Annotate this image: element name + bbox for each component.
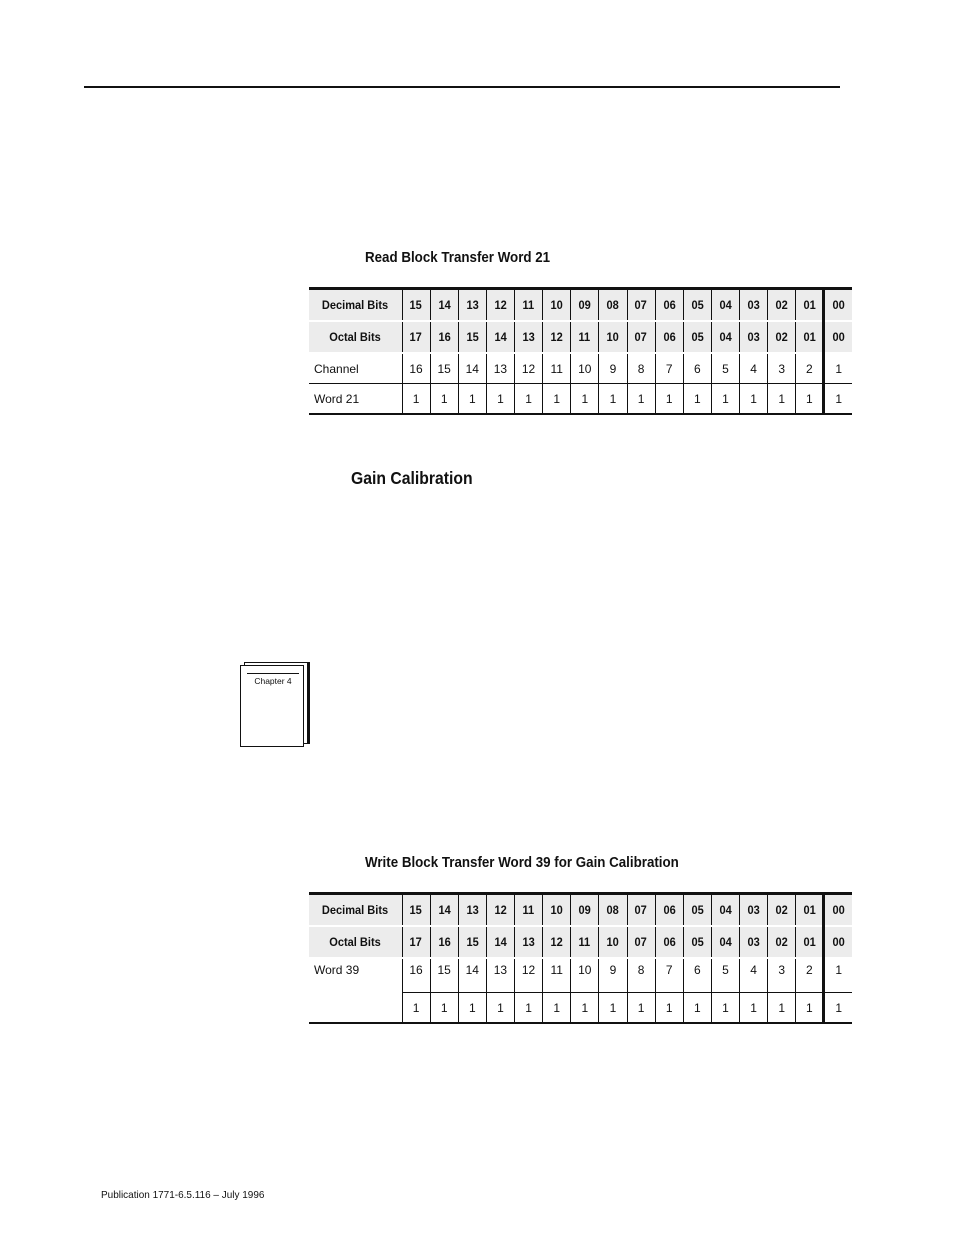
- decimal-bit-5: 10: [543, 894, 571, 927]
- decimal-bits-row: [309, 289, 852, 322]
- channel-number-6: 10: [571, 353, 599, 384]
- word-21-bit-8: 1: [627, 384, 655, 415]
- octal-bit-0: 17: [402, 926, 430, 958]
- word-39-channel-1: 15: [430, 958, 458, 993]
- octal-bit-12: 03: [740, 321, 768, 353]
- word-39-channel-11: 5: [711, 958, 739, 993]
- word-39-bit-0: 1: [402, 993, 430, 1024]
- channel-number-9: 7: [655, 353, 683, 384]
- word-39-bit-4: 1: [515, 993, 543, 1024]
- octal-bit-7: 10: [599, 926, 627, 958]
- word-39-channel-12: 4: [740, 958, 768, 993]
- word-39-channel-15: 1: [824, 958, 852, 993]
- decimal-bit-9: 06: [655, 894, 683, 927]
- word-39-channel-2: 14: [458, 958, 486, 993]
- decimal-bit-11: 04: [711, 289, 739, 322]
- channel-number-8: 8: [627, 353, 655, 384]
- word-39-label-continued: [309, 993, 402, 1024]
- word-21-bit-7: 1: [599, 384, 627, 415]
- octal-bit-6: 11: [571, 321, 599, 353]
- decimal-bit-12: 03: [740, 289, 768, 322]
- octal-bit-8: 07: [627, 321, 655, 353]
- decimal-bit-12: 03: [740, 894, 768, 927]
- octal-bits-label: Octal Bits: [309, 321, 402, 353]
- decimal-bit-8: 07: [627, 894, 655, 927]
- word-21-row: [309, 384, 852, 415]
- decimal-bit-14: 01: [796, 289, 824, 322]
- read-block-transfer-table: [309, 287, 852, 415]
- channel-number-13: 3: [768, 353, 796, 384]
- header-rule: [84, 86, 840, 88]
- octal-bit-3: 14: [486, 926, 514, 958]
- octal-bit-14: 01: [796, 926, 824, 958]
- word-39-bit-9: 1: [655, 993, 683, 1024]
- chapter-reference-book-icon: [240, 665, 302, 745]
- decimal-bit-5: 10: [543, 289, 571, 322]
- octal-bit-4: 13: [515, 926, 543, 958]
- channel-number-1: 15: [430, 353, 458, 384]
- decimal-bit-3: 12: [486, 894, 514, 927]
- word-21-bit-4: 1: [515, 384, 543, 415]
- decimal-bit-4: 11: [515, 894, 543, 927]
- gain-calibration-heading: Gain Calibration: [351, 468, 473, 488]
- octal-bit-6: 11: [571, 926, 599, 958]
- decimal-bit-15: 00: [824, 894, 852, 927]
- read-table-caption: Read Block Transfer Word 21: [365, 250, 551, 266]
- decimal-bit-14: 01: [796, 894, 824, 927]
- channel-number-2: 14: [458, 353, 486, 384]
- decimal-bit-15: 00: [824, 289, 852, 322]
- channel-row: [309, 353, 852, 384]
- octal-bit-10: 05: [683, 926, 711, 958]
- word-39-bit-1: 1: [430, 993, 458, 1024]
- channel-number-7: 9: [599, 353, 627, 384]
- channel-number-14: 2: [796, 353, 824, 384]
- word-21-bit-6: 1: [571, 384, 599, 415]
- word-39-channel-3: 13: [486, 958, 514, 993]
- decimal-bit-13: 02: [768, 894, 796, 927]
- octal-bit-5: 12: [543, 321, 571, 353]
- decimal-bit-8: 07: [627, 289, 655, 322]
- octal-bit-7: 10: [599, 321, 627, 353]
- word-39-value-row: [309, 993, 852, 1024]
- decimal-bit-6: 09: [571, 289, 599, 322]
- octal-bits-row: [309, 926, 852, 958]
- decimal-bit-2: 13: [458, 289, 486, 322]
- decimal-bit-11: 04: [711, 894, 739, 927]
- word-39-bit-6: 1: [571, 993, 599, 1024]
- word-21-bit-5: 1: [543, 384, 571, 415]
- word-39-channel-4: 12: [515, 958, 543, 993]
- decimal-bit-0: 15: [402, 289, 430, 322]
- decimal-bit-2: 13: [458, 894, 486, 927]
- book-front-page: [240, 665, 304, 747]
- word-39-channel-7: 9: [599, 958, 627, 993]
- octal-bit-13: 02: [768, 926, 796, 958]
- word-39-bit-14: 1: [796, 993, 824, 1024]
- decimal-bit-7: 08: [599, 894, 627, 927]
- octal-bit-4: 13: [515, 321, 543, 353]
- word-21-bit-15: 1: [824, 384, 852, 415]
- decimal-bit-7: 08: [599, 289, 627, 322]
- octal-bit-1: 16: [430, 321, 458, 353]
- word-21-bit-14: 1: [796, 384, 824, 415]
- word-39-bit-7: 1: [599, 993, 627, 1024]
- word-39-channel-13: 3: [768, 958, 796, 993]
- channel-number-5: 11: [543, 353, 571, 384]
- decimal-bit-10: 05: [683, 894, 711, 927]
- channel-number-3: 13: [486, 353, 514, 384]
- word-39-bit-5: 1: [543, 993, 571, 1024]
- decimal-bit-1: 14: [430, 289, 458, 322]
- octal-bit-10: 05: [683, 321, 711, 353]
- channel-number-11: 5: [711, 353, 739, 384]
- decimal-bits-label: Decimal Bits: [309, 289, 402, 322]
- octal-bit-8: 07: [627, 926, 655, 958]
- channel-number-4: 12: [515, 353, 543, 384]
- word-39-bit-13: 1: [768, 993, 796, 1024]
- publication-footer: Publication 1771-6.5.116 – July 1996: [101, 1189, 265, 1201]
- octal-bit-2: 15: [458, 321, 486, 353]
- word-21-bit-10: 1: [683, 384, 711, 415]
- octal-bit-15: 00: [824, 321, 852, 353]
- octal-bit-13: 02: [768, 321, 796, 353]
- octal-bit-1: 16: [430, 926, 458, 958]
- octal-bit-12: 03: [740, 926, 768, 958]
- word-39-bit-2: 1: [458, 993, 486, 1024]
- decimal-bit-6: 09: [571, 894, 599, 927]
- word-21-bit-13: 1: [768, 384, 796, 415]
- word-39-channel-0: 16: [402, 958, 430, 993]
- word-21-bit-0: 1: [402, 384, 430, 415]
- word-21-label: Word 21: [309, 384, 402, 415]
- octal-bit-0: 17: [402, 321, 430, 353]
- word-39-channel-5: 11: [543, 958, 571, 993]
- word-39-bit-15: 1: [824, 993, 852, 1024]
- word-21-bit-1: 1: [430, 384, 458, 415]
- word-39-channel-9: 7: [655, 958, 683, 993]
- word-39-bit-10: 1: [683, 993, 711, 1024]
- word-21-bit-11: 1: [711, 384, 739, 415]
- octal-bit-15: 00: [824, 926, 852, 958]
- decimal-bit-4: 11: [515, 289, 543, 322]
- octal-bits-label: Octal Bits: [309, 926, 402, 958]
- octal-bit-14: 01: [796, 321, 824, 353]
- octal-bit-9: 06: [655, 321, 683, 353]
- octal-bit-5: 12: [543, 926, 571, 958]
- write-block-transfer-table: [309, 892, 852, 1024]
- word-21-bit-2: 1: [458, 384, 486, 415]
- decimal-bit-10: 05: [683, 289, 711, 322]
- word-39-channel-6: 10: [571, 958, 599, 993]
- channel-number-15: 1: [824, 353, 852, 384]
- channel-number-10: 6: [683, 353, 711, 384]
- word-39-bit-12: 1: [740, 993, 768, 1024]
- word-39-channel-10: 6: [683, 958, 711, 993]
- decimal-bit-1: 14: [430, 894, 458, 927]
- word-39-label: Word 39: [314, 963, 360, 977]
- octal-bit-11: 04: [711, 321, 739, 353]
- word-39-bit-3: 1: [486, 993, 514, 1024]
- octal-bit-9: 06: [655, 926, 683, 958]
- decimal-bits-label: Decimal Bits: [309, 894, 402, 927]
- word-21-bit-9: 1: [655, 384, 683, 415]
- channel-label: Channel: [314, 361, 359, 376]
- octal-bit-3: 14: [486, 321, 514, 353]
- channel-number-0: 16: [402, 353, 430, 384]
- channel-number-12: 4: [740, 353, 768, 384]
- word-39-bit-11: 1: [711, 993, 739, 1024]
- word-39-channel-8: 8: [627, 958, 655, 993]
- decimal-bit-9: 06: [655, 289, 683, 322]
- word-39-channel-14: 2: [796, 958, 824, 993]
- decimal-bit-3: 12: [486, 289, 514, 322]
- decimal-bit-13: 02: [768, 289, 796, 322]
- word-39-bit-8: 1: [627, 993, 655, 1024]
- decimal-bit-0: 15: [402, 894, 430, 927]
- word-39-channel-row: [309, 958, 852, 993]
- chapter-label: Chapter 4: [247, 673, 299, 686]
- octal-bit-11: 04: [711, 926, 739, 958]
- octal-bits-row: [309, 321, 852, 353]
- word-21-bit-12: 1: [740, 384, 768, 415]
- octal-bit-2: 15: [458, 926, 486, 958]
- word-21-bit-3: 1: [486, 384, 514, 415]
- decimal-bits-row: [309, 894, 852, 927]
- write-table-caption: Write Block Transfer Word 39 for Gain Calibration: [365, 855, 679, 871]
